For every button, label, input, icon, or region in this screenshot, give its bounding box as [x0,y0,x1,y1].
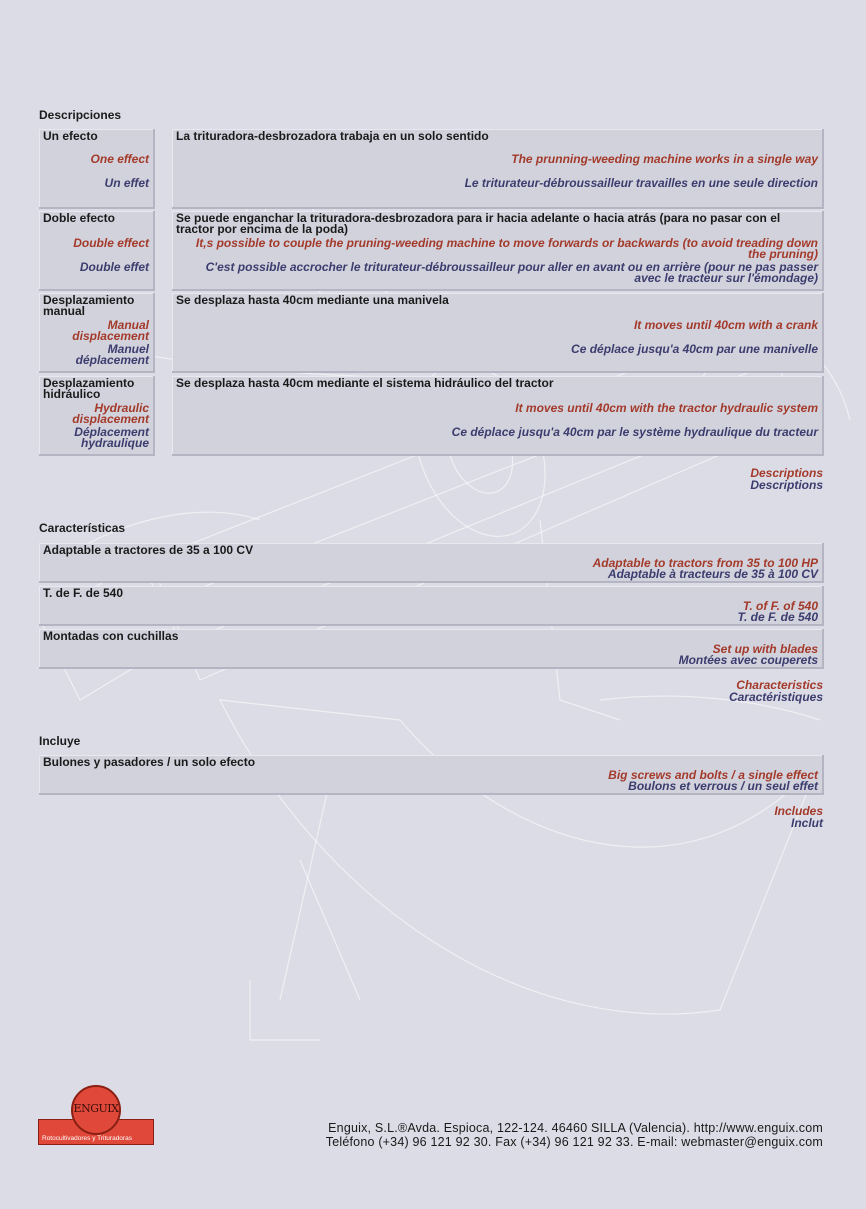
text-fr: T. de F. de 540 [737,610,818,624]
text-es: Se desplaza hasta 40cm mediante una manivela [176,293,449,307]
label-en: One effect [90,152,149,166]
section-footer-fr: Descriptions [750,478,823,492]
includes-row [39,755,824,795]
section-title-incluye: Incluye [39,734,81,748]
desc-text-cell [172,211,824,291]
char-row [39,543,824,583]
label-es: Un efecto [43,129,98,143]
text-fr: Le triturateur-débroussailleur travailles en une seule direction [464,176,818,190]
section-footer-en: Characteristics [736,678,823,692]
desc-label-cell [39,293,155,373]
label-fr: Un effet [104,176,149,190]
char-row [39,629,824,669]
section-title-caracteristicas: Características [39,521,126,535]
label-fr: Déplacement hydraulique [74,425,149,450]
text-en: Set up with blades [712,642,818,656]
text-en: It,s possible to couple the pruning-weeding machine to move forwards or backwards (to avoid treading down the pruning) [195,236,818,261]
enguix-logo[interactable] [38,1085,156,1147]
text-es: La trituradora-desbrozadora trabaja en un solo sentido [176,129,489,143]
text-fr: C'est possible accrocher le triturateur-débroussailleur pour aller en avant ou en arrière (pour ne pas passer avec le tracteur sur l'émondage) [205,260,818,285]
section-title-descripciones: Descripciones [39,108,122,122]
char-row [39,586,824,626]
section-footer-en: Descriptions [750,466,823,480]
label-en: Hydraulic displacement [72,401,149,426]
contact-line-phone: Teléfono (+34) 96 121 92 30. Fax (+34) 96 121 92 33. E-mail: webmaster@enguix.com [325,1135,823,1149]
desc-label-cell [39,211,155,291]
label-es: Desplazamiento manual [43,293,135,318]
text-es: Montadas con cuchillas [43,629,179,643]
logo-tagline: Rotocultivadores y Trituradoras [42,1135,132,1142]
label-es: Desplazamiento hidráulico [43,376,135,401]
label-en: Double effect [73,236,149,250]
text-fr: Ce déplace jusqu'a 40cm par le système hydraulique du tracteur [451,425,818,439]
text-es: Se desplaza hasta 40cm mediante el sistema hidráulico del tractor [176,376,554,390]
contact-info [326,1121,823,1149]
logo-circle [71,1085,121,1135]
text-en: T. of F. of 540 [742,599,818,613]
text-fr: Adaptable à tracteurs de 35 à 100 CV [607,567,818,581]
text-es: Adaptable a tractores de 35 a 100 CV [43,543,254,557]
contact-line-address: Enguix, S.L.®Avda. Espioca, 122-124. 46460 SILLA (Valencia). http://www.enguix.com [328,1121,823,1135]
desc-label-cell [39,376,155,456]
text-fr: Boulons et verrous / un seul effet [628,779,818,793]
section-footer-en: Includes [774,804,823,818]
text-fr: Ce déplace jusqu'a 40cm par une manivelle [571,342,818,356]
label-en: Manual displacement [72,318,149,343]
text-en: It moves until 40cm with the tractor hydraulic system [515,401,818,415]
text-en: The prunning-weeding machine works in a single way [511,152,818,166]
text-fr: Montées avec couperets [678,653,818,667]
text-en: It moves until 40cm with a crank [633,318,818,332]
label-fr: Manuel déplacement [75,342,149,367]
label-es: Doble efecto [43,211,116,225]
text-es: Bulones y pasadores / un solo efecto [43,755,256,769]
desc-text-cell [172,376,824,456]
desc-text-cell [172,293,824,373]
text-en: Adaptable to tractors from 35 to 100 HP [592,556,818,570]
text-en: Big screws and bolts / a single effect [608,768,818,782]
text-es: Se puede enganchar la trituradora-desbrozadora para ir hacia adelante o hacia atrás (para no pasar con el tractor por encima de la poda) [176,211,781,236]
text-es: T. de F. de 540 [43,586,124,600]
logo-wordmark: ENGUIX [73,1102,119,1115]
section-footer-fr: Inclut [791,816,823,830]
label-fr: Double effet [79,260,149,274]
section-footer-fr: Caractéristiques [728,690,823,704]
desc-label-cell [39,129,155,209]
desc-text-cell [172,129,824,209]
